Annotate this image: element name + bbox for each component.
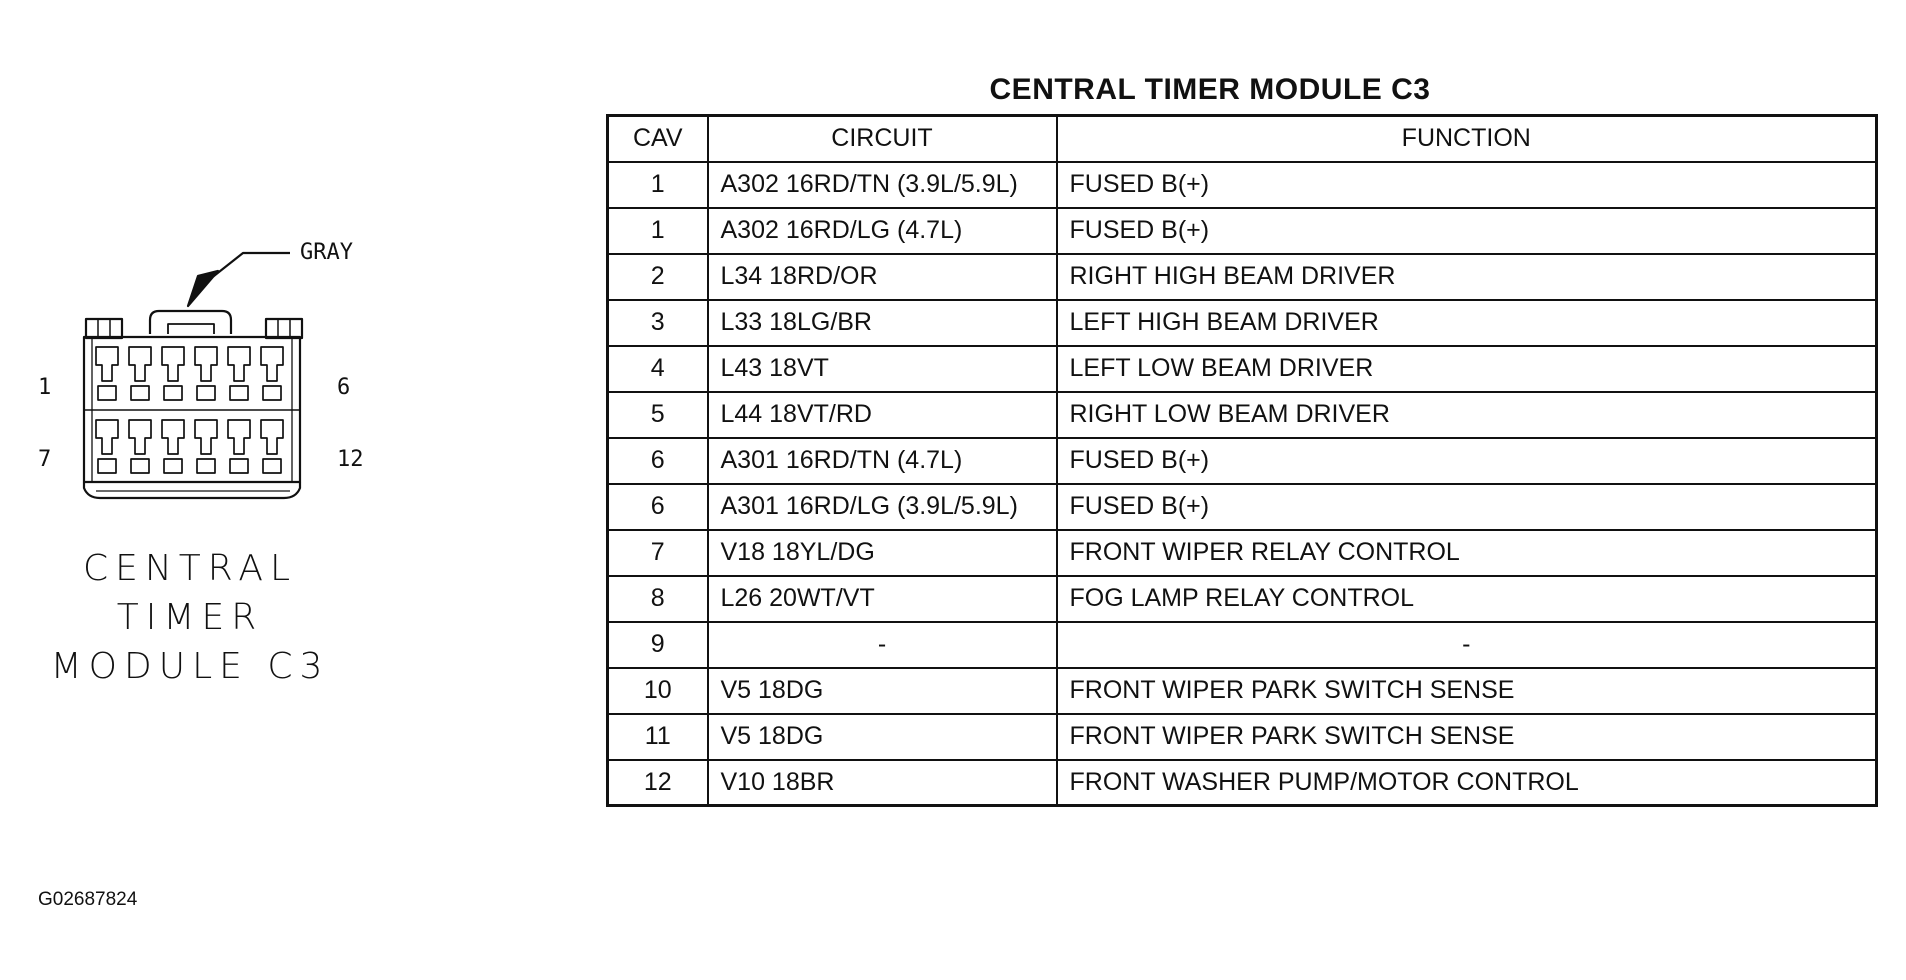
table-row	[608, 576, 1877, 622]
pin-label-1: 1	[38, 375, 52, 400]
cavity	[261, 347, 283, 381]
circuit-cell: L26 20WT/VT	[708, 576, 1057, 622]
circuit-cell: V18 18YL/DG	[708, 530, 1057, 576]
cavity	[261, 420, 283, 454]
cavity	[228, 347, 250, 381]
cavity-terminal	[230, 459, 248, 473]
pinout-table	[606, 114, 1878, 807]
cav-cell: 2	[608, 254, 708, 300]
table-row	[608, 668, 1877, 714]
cav-cell: 4	[608, 346, 708, 392]
cav-cell: 9	[608, 622, 708, 668]
circuit-cell: V10 18BR	[708, 760, 1057, 806]
table-row	[608, 208, 1877, 254]
cavity	[195, 420, 217, 454]
cav-cell: 8	[608, 576, 708, 622]
connector-left-ear	[86, 319, 122, 338]
function-cell: RIGHT HIGH BEAM DRIVER	[1057, 254, 1877, 300]
connector-title-line-1: CENTRAL	[82, 548, 298, 589]
cavity-terminal	[131, 459, 149, 473]
header-circuit: CIRCUIT	[708, 116, 1057, 162]
table-row	[608, 438, 1877, 484]
table-row	[608, 392, 1877, 438]
pin-label-12: 12	[337, 447, 364, 472]
circuit-cell: A301 16RD/TN (4.7L)	[708, 438, 1057, 484]
cavity	[96, 420, 118, 454]
table-row	[608, 484, 1877, 530]
cavity-terminal	[98, 459, 116, 473]
table-row	[608, 622, 1877, 668]
table-row	[608, 300, 1877, 346]
cav-cell: 6	[608, 438, 708, 484]
cavity	[228, 420, 250, 454]
table-row	[608, 714, 1877, 760]
function-cell: FUSED B(+)	[1057, 484, 1877, 530]
cavity	[195, 347, 217, 381]
connector-right-ear	[266, 319, 302, 338]
pin-label-6: 6	[337, 375, 351, 400]
circuit-cell: V5 18DG	[708, 668, 1057, 714]
table-header-row	[608, 116, 1877, 162]
connector-latch	[150, 311, 231, 334]
table-title: CENTRAL TIMER MODULE C3	[989, 73, 1431, 106]
header-cav: CAV	[608, 116, 708, 162]
cavity-terminal	[164, 459, 182, 473]
callout-gray-label: GRAY	[300, 240, 353, 265]
header-function: FUNCTION	[1057, 116, 1877, 162]
cavity-terminal	[263, 459, 281, 473]
circuit-cell: L44 18VT/RD	[708, 392, 1057, 438]
cav-cell: 6	[608, 484, 708, 530]
circuit-cell: -	[708, 622, 1057, 668]
cav-cell: 3	[608, 300, 708, 346]
cavity	[96, 347, 118, 381]
cavity-terminal	[197, 459, 215, 473]
cav-cell: 12	[608, 760, 708, 806]
cavity-terminal	[230, 386, 248, 400]
function-cell: FRONT WASHER PUMP/MOTOR CONTROL	[1057, 760, 1877, 806]
cavity	[129, 347, 151, 381]
function-cell: LEFT HIGH BEAM DRIVER	[1057, 300, 1877, 346]
connector-title-line-2: TIMER	[116, 597, 264, 638]
cav-cell: 1	[608, 162, 708, 208]
figure-id: G02687824	[38, 889, 138, 910]
circuit-cell: L43 18VT	[708, 346, 1057, 392]
cavity-terminal	[131, 386, 149, 400]
cavity-terminal	[263, 386, 281, 400]
function-cell: FRONT WIPER PARK SWITCH SENSE	[1057, 714, 1877, 760]
pin-label-7: 7	[38, 447, 52, 472]
cavity	[162, 420, 184, 454]
cav-cell: 10	[608, 668, 708, 714]
function-cell: FRONT WIPER RELAY CONTROL	[1057, 530, 1877, 576]
table-row	[608, 346, 1877, 392]
circuit-cell: V5 18DG	[708, 714, 1057, 760]
function-cell: FOG LAMP RELAY CONTROL	[1057, 576, 1877, 622]
connector-title	[40, 544, 340, 691]
cavity-terminal	[164, 386, 182, 400]
cav-cell: 5	[608, 392, 708, 438]
circuit-cell: A301 16RD/LG (3.9L/5.9L)	[708, 484, 1057, 530]
cav-cell: 7	[608, 530, 708, 576]
connector-bottom-lip	[84, 482, 300, 498]
function-cell: RIGHT LOW BEAM DRIVER	[1057, 392, 1877, 438]
cavity	[129, 420, 151, 454]
circuit-cell: L33 18LG/BR	[708, 300, 1057, 346]
function-cell: FUSED B(+)	[1057, 162, 1877, 208]
circuit-cell: A302 16RD/LG (4.7L)	[708, 208, 1057, 254]
table-row	[608, 162, 1877, 208]
table-row	[608, 760, 1877, 806]
circuit-cell: A302 16RD/TN (3.9L/5.9L)	[708, 162, 1057, 208]
cavity	[162, 347, 184, 381]
table-row	[608, 254, 1877, 300]
circuit-cell: L34 18RD/OR	[708, 254, 1057, 300]
connector-title-line-3: MODULE C3	[50, 646, 330, 687]
cav-cell: 1	[608, 208, 708, 254]
callout-arrowhead	[188, 271, 218, 306]
cavity-terminal	[98, 386, 116, 400]
table-row	[608, 530, 1877, 576]
cav-cell: 11	[608, 714, 708, 760]
function-cell: FUSED B(+)	[1057, 208, 1877, 254]
function-cell: LEFT LOW BEAM DRIVER	[1057, 346, 1877, 392]
gray-callout-leader	[205, 253, 290, 283]
function-cell: FUSED B(+)	[1057, 438, 1877, 484]
function-cell: FRONT WIPER PARK SWITCH SENSE	[1057, 668, 1877, 714]
function-cell: -	[1057, 622, 1877, 668]
cavity-terminal	[197, 386, 215, 400]
